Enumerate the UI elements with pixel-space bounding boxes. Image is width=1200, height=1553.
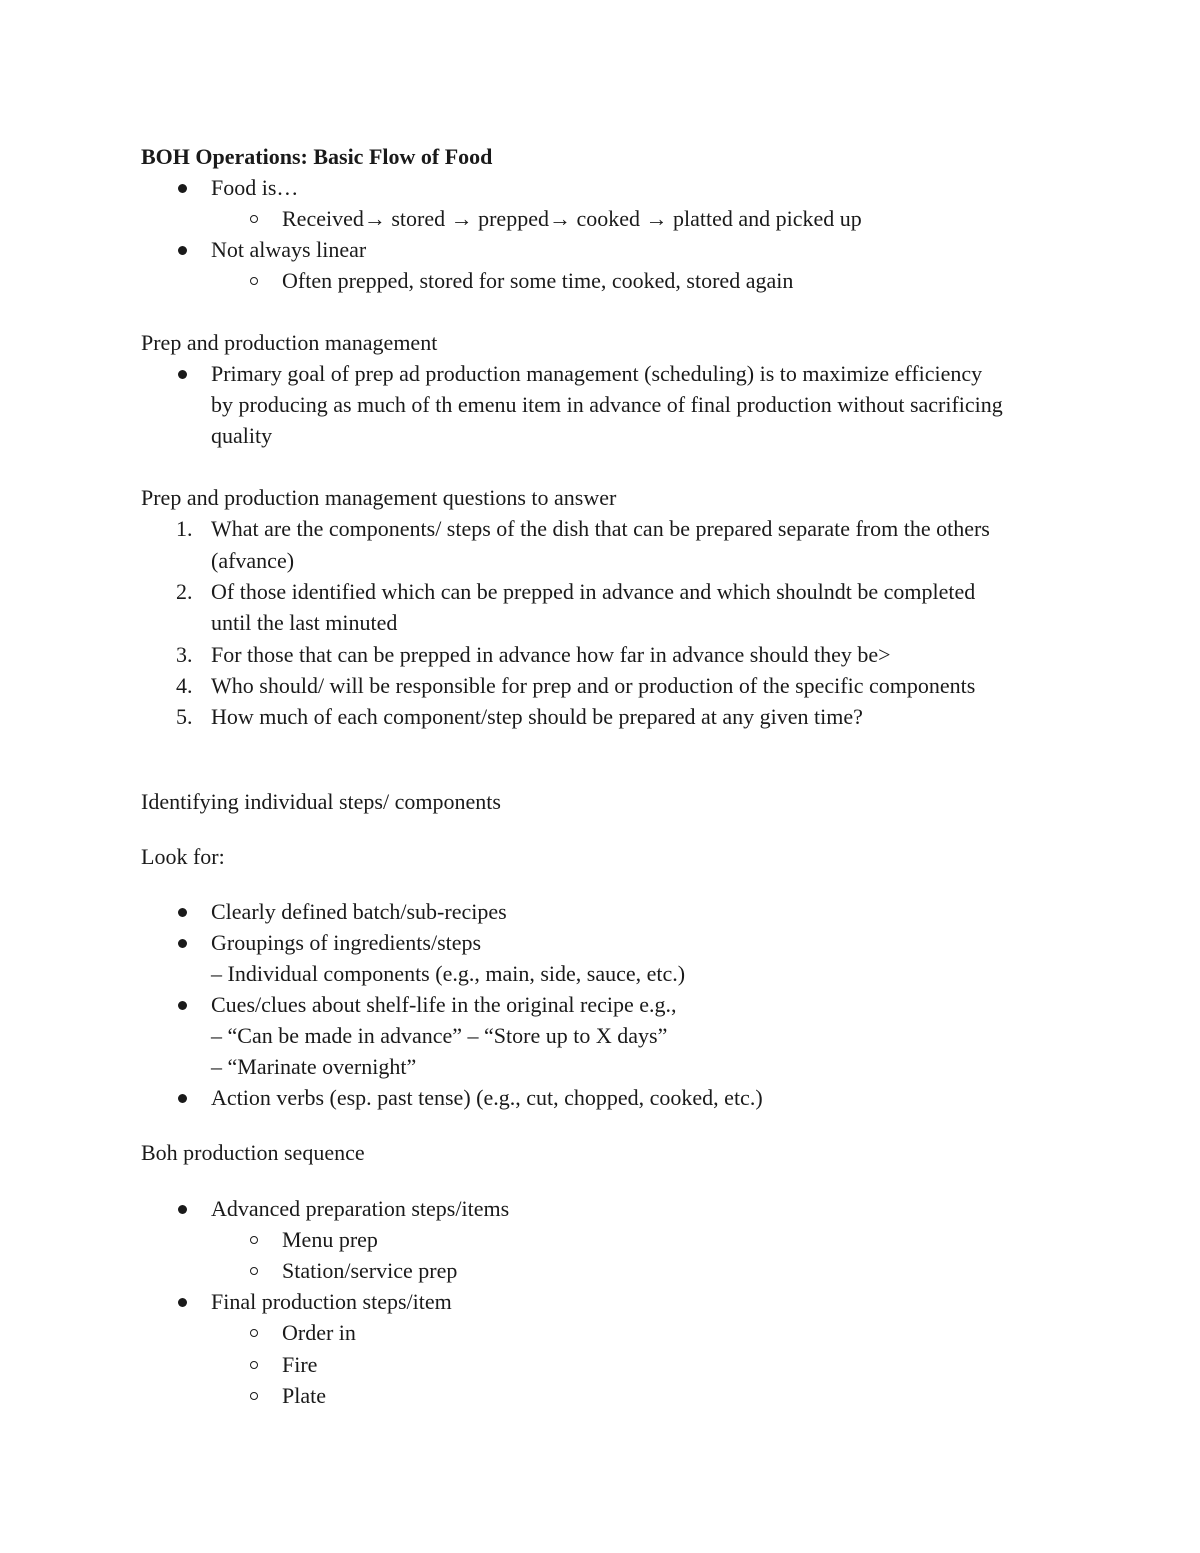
list-number: 2. [176, 579, 193, 604]
section-heading: Boh production sequence [141, 1140, 365, 1165]
list-subitem: Fire [282, 1352, 318, 1377]
numbered-item-continuation: (afvance) [211, 548, 295, 573]
list-item-continuation: – Individual components (e.g., main, side, sauce, etc.) [211, 961, 686, 986]
bullet-dot [178, 184, 187, 193]
bullet-dot [178, 370, 187, 379]
list-item-continuation: quality [211, 423, 273, 448]
section-heading: BOH Operations: Basic Flow of Food [141, 144, 493, 169]
list-item: Advanced preparation steps/items [211, 1196, 510, 1221]
list-subitem: Plate [282, 1383, 326, 1408]
list-subitem: Menu prep [282, 1227, 378, 1252]
list-number: 3. [176, 642, 193, 667]
numbered-item: Of those identified which can be prepped in advance and which shoulndt be completed [211, 579, 976, 604]
list-number: 4. [176, 673, 193, 698]
bullet-circle [250, 1392, 258, 1400]
list-item: Primary goal of prep ad production management (scheduling) is to maximize efficiency [211, 361, 983, 386]
list-item-continuation: by producing as much of th emenu item in advance of final production without sacrificing [211, 392, 1003, 417]
bullet-dot [178, 1001, 187, 1010]
list-number: 1. [176, 516, 193, 541]
bullet-dot [178, 1205, 187, 1214]
section-heading: Identifying individual steps/ components [141, 789, 501, 814]
list-subitem: Station/service prep [282, 1258, 458, 1283]
list-item: Action verbs (esp. past tense) (e.g., cut, chopped, cooked, etc.) [211, 1085, 763, 1110]
section-heading: Prep and production management questions to answer [141, 485, 617, 510]
numbered-item: Who should/ will be responsible for prep and or production of the specific components [211, 673, 976, 698]
bullet-circle [250, 277, 258, 285]
list-item-continuation: – “Marinate overnight” [211, 1054, 417, 1079]
list-item: Food is… [211, 175, 299, 200]
bullet-circle [250, 1267, 258, 1275]
numbered-item: How much of each component/step should be prepared at any given time? [211, 704, 863, 729]
paragraph: Look for: [141, 844, 225, 869]
numbered-item: What are the components/ steps of the dish that can be prepared separate from the others [211, 516, 990, 541]
list-subitem: Often prepped, stored for some time, cooked, stored again [282, 268, 794, 293]
list-item: Clearly defined batch/sub-recipes [211, 899, 507, 924]
numbered-item: For those that can be prepped in advance how far in advance should they be> [211, 642, 891, 667]
bullet-dot [178, 1094, 187, 1103]
bullet-circle [250, 1361, 258, 1369]
bullet-dot [178, 908, 187, 917]
bullet-dot [178, 1298, 187, 1307]
list-subitem: Received→ stored → prepped→ cooked → platted and picked up [282, 206, 862, 231]
bullet-dot [178, 246, 187, 255]
bullet-circle [250, 215, 258, 223]
bullet-circle [250, 1329, 258, 1337]
list-subitem: Order in [282, 1320, 356, 1345]
list-item: Groupings of ingredients/steps [211, 930, 482, 955]
bullet-dot [178, 939, 187, 948]
numbered-item-continuation: until the last minuted [211, 610, 398, 635]
list-item: Cues/clues about shelf-life in the original recipe e.g., [211, 992, 677, 1017]
list-item-continuation: – “Can be made in advance” – “Store up to X days” [211, 1023, 668, 1048]
section-heading: Prep and production management [141, 330, 438, 355]
bullet-circle [250, 1236, 258, 1244]
list-item: Not always linear [211, 237, 367, 262]
list-item: Final production steps/item [211, 1289, 452, 1314]
list-number: 5. [176, 704, 193, 729]
